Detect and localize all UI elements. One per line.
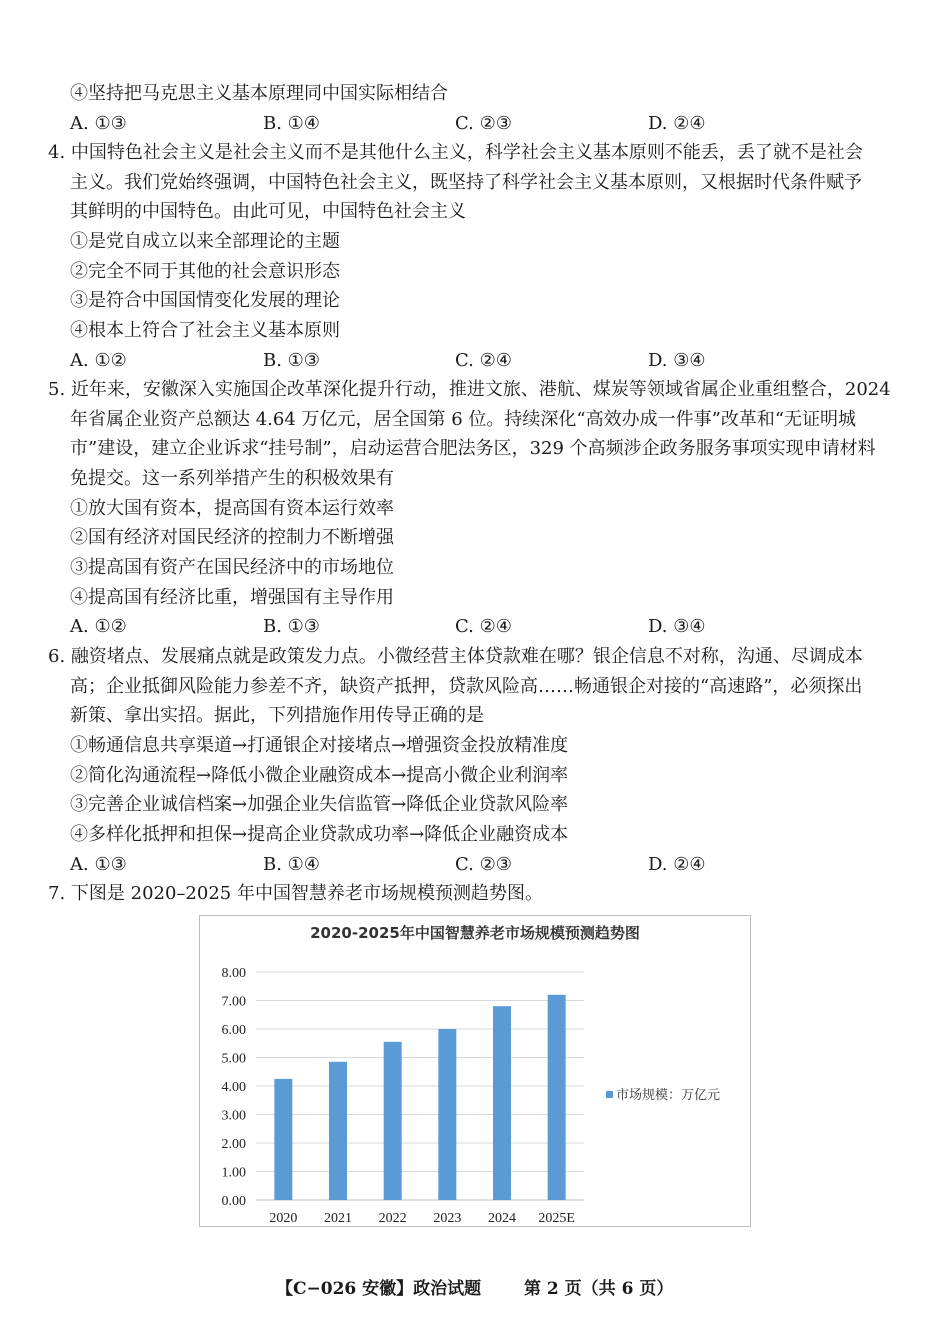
y-tick-label-4: 4.00 [221,1080,246,1095]
y-tick-label-2: 2.00 [221,1137,246,1152]
chart-svg [200,916,750,1226]
q6-item-4: ④多样化抵押和担保→提高企业贷款成功率→降低企业融资成本 [70,824,569,845]
q4-stem-line-3: 其鲜明的中国特色。由此可见，中国特色社会主义 [70,201,466,222]
q4-options [70,350,900,372]
q5-item-3: ③提高国有资产在国民经济中的市场地位 [70,557,394,578]
q5-item-1: ①放大国有资本，提高国有资本运行效率 [70,498,394,519]
q5-stem-line-1: 5. 近年来，安徽深入实施国企改革深化提升行动，推进文旅、港航、煤炭等领域省属企业重组整合，2024 [48,379,891,400]
q6-stem-line-3: 新策、拿出实招。据此，下列措施作用传导正确的是 [70,705,484,726]
y-tick-label-5: 5.00 [221,1051,246,1067]
y-tick-label-6: 6.00 [221,1023,246,1038]
chart-gridlines [256,972,584,1200]
q5-stem-line-3: 市”建设，建立企业诉求“挂号制”，启动运营合肥法务区，329 个高频涉企政务服务事项实现申请材料 [70,438,876,459]
y-tick-label-3: 3.00 [221,1108,246,1124]
q4-option-a: A. ①② [70,350,127,371]
q6-option-c: C. ②③ [455,854,512,875]
q4-item-3: ③是符合中国国情变化发展的理论 [70,290,340,311]
x-tick-label-2020: 2020 [269,1211,298,1226]
legend-label: 市场规模：万亿元 [616,1088,721,1103]
q6-stem-line-1: 6. 融资堵点、发展痛点就是政策发力点。小微经营主体贷款难在哪？银企信息不对称，沟通、尽调成本 [48,646,863,667]
q5-stem-line-2: 年省属企业资产总额达 4.64 万亿元，居全国第 6 位。持续深化“高效办成一件事”改革和“无证明城 [70,409,857,430]
x-tick-label-2024: 2024 [488,1211,516,1226]
q5-option-d: D. ③④ [648,616,706,637]
q6-item-1: ①畅通信息共享渠道→打通银企对接堵点→增强资金投放精准度 [70,735,569,756]
footer-page-number: 第 2 页（共 6 页） [524,1279,674,1299]
q6-option-d: D. ②④ [648,854,706,875]
q4-option-d: D. ③④ [648,350,706,371]
footer-exam-code: 【C−026 安徽】政治试题 [276,1279,482,1299]
bar-2022 [384,1042,402,1200]
bar-2025E [548,995,566,1200]
q4-option-c: C. ②④ [455,350,512,371]
y-tick-label-7: 7.00 [221,994,246,1010]
chart-title: 2020-2025年中国智慧养老市场规模预测趋势图 [310,924,640,942]
q5-item-4: ④提高国有经济比重，增强国有主导作用 [70,587,394,608]
bar-2024 [493,1006,511,1200]
q4-item-1: ①是党自成立以来全部理论的主题 [70,231,340,252]
y-tick-label-0: 0.00 [221,1194,246,1209]
q6-item-3: ③完善企业诚信档案→加强企业失信监管→降低企业贷款风险率 [70,794,569,815]
bar-2020 [274,1079,292,1200]
q3-options [70,113,900,135]
q5-option-c: C. ②④ [455,616,512,637]
x-tick-label-2022: 2022 [378,1211,407,1226]
y-tick-label-8: 8.00 [221,966,246,981]
q4-item-2: ②完全不同于其他的社会意识形态 [70,261,340,282]
q6-item-2: ②简化沟通流程→降低小微企业融资成本→提高小微企业利润率 [70,765,569,786]
q3-option-c: C. ②③ [455,113,512,134]
q6-option-b: B. ①④ [263,854,320,875]
q3-item-4: ④坚持把马克思主义基本原理同中国实际相结合 [70,83,448,104]
q4-stem-line-1: 4. 中国特色社会主义是社会主义而不是其他什么主义，科学社会主义基本原则不能丢，丢了就不是社会 [48,142,863,163]
q5-options [70,616,900,638]
chart-x-ticks [269,1211,575,1226]
q5-item-2: ②国有经济对国民经济的控制力不断增强 [70,527,394,548]
q4-item-4: ④根本上符合了社会主义基本原则 [70,320,340,341]
chart-y-ticks [222,966,247,1209]
q3-option-a: A. ①③ [70,113,127,134]
q6-options [70,854,900,876]
q4-stem-line-2: 主义。我们党始终强调，中国特色社会主义，既坚持了科学社会主义基本原则，又根据时代条件赋予 [70,172,862,193]
q5-option-b: B. ①③ [263,616,320,637]
q5-option-a: A. ①② [70,616,127,637]
y-tick-label-1: 1.00 [221,1165,246,1181]
x-tick-label-2025E: 2025E [538,1211,575,1226]
legend-swatch [606,1091,613,1098]
chart-bars [274,995,565,1200]
chart-legend [606,1087,720,1103]
q3-option-b: B. ①④ [263,113,320,134]
q7-stem: 7. 下图是 2020–2025 年中国智慧养老市场规模预测趋势图。 [48,883,543,904]
bar-2023 [438,1029,456,1200]
market-size-chart [199,915,751,1227]
q5-stem-line-4: 免提交。这一系列举措产生的积极效果有 [70,468,394,489]
q4-option-b: B. ①③ [263,350,320,371]
bar-2021 [329,1062,347,1200]
q6-option-a: A. ①③ [70,854,127,875]
q6-stem-line-2: 高；企业抵御风险能力参差不齐，缺资产抵押，贷款风险高……畅通银企对接的“高速路”，必须探出 [70,676,863,697]
q3-option-d: D. ②④ [648,113,706,134]
x-tick-label-2023: 2023 [433,1211,462,1226]
x-tick-label-2021: 2021 [324,1211,352,1226]
